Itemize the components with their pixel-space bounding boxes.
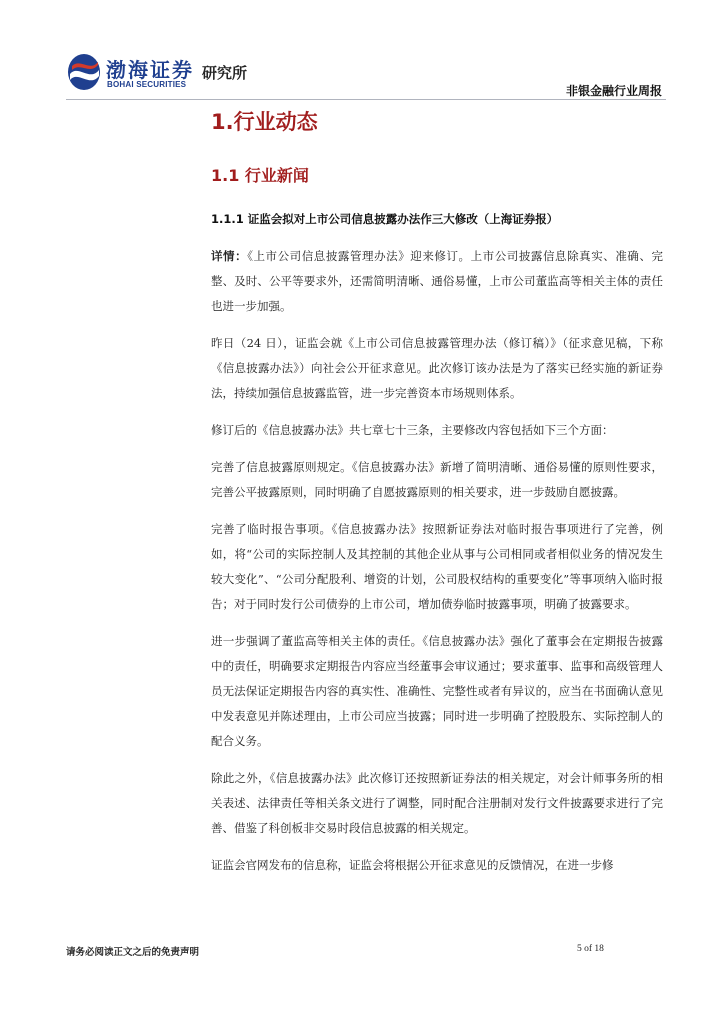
paragraph: 证监会官网发布的信息称，证监会将根据公开征求意见的反馈情况，在进一步修 <box>211 858 614 872</box>
paragraph: 进一步强调了董监高等相关主体的责任。《信息披露办法》强化了董事会在定期报告披露中的责任，明确要求定期报告内容应当经董事会审议通过；要求董事、监事和高级管理人员无法保证定期报告内容的真实性、准确性、完整性或者有异议的，应当在书面确认意见中发表意见并陈述理由，上市公司应当披露；同时进一步明确了控股股东、实际控制人的配合义务。 <box>211 634 663 748</box>
paragraph: 完善了信息披露原则规定。《信息披露办法》新增了简明清晰、通俗易懂的原则性要求，完善公平披露原则，同时明确了自愿披露原则的相关要求，进一步鼓励自愿披露。 <box>211 460 663 499</box>
company-logo <box>66 52 266 96</box>
section-heading-1: 1.行业动态 <box>211 110 318 134</box>
logo-english-name: BOHAI SECURITIES <box>107 80 187 89</box>
report-name: 非银金融行业周报 <box>565 84 662 98</box>
logo-institute-label: 研究所 <box>202 64 248 82</box>
logo-chinese-name: 渤海证券 <box>106 58 194 82</box>
section-heading-1-1: 1.1 行业新闻 <box>211 166 309 185</box>
details-label: 详情： <box>211 249 248 263</box>
section-heading-1-1-1: 1.1.1 证监会拟对上市公司信息披露办法作三大修改（上海证券报） <box>211 212 559 226</box>
bohai-logo-icon <box>66 52 102 92</box>
footer-disclaimer: 请务必阅读正文之后的免责声明 <box>66 947 200 958</box>
paragraph: 完善了临时报告事项。《信息披露办法》按照新证券法对临时报告事项进行了完善，例如，将“公司的实际控制人及其控制的其他企业从事与公司相同或者相似业务的情况发生较大变化”、“公司分配股利、增资的计划，公司股权结构的重要变化”等事项纳入临时报告；对于同时发行公司债券的上市公司，增加债券临时披露事项，明确了披露要求。 <box>211 522 663 611</box>
paragraph: 除此之外，《信息披露办法》此次修订还按照新证券法的相关规定，对会计师事务所的相关表述、法律责任等相关条文进行了调整，同时配合注册制对发行文件披露要求进行了完善、借鉴了科创板非交易时段信息披露的相关规定。 <box>211 771 663 835</box>
paragraph-details <box>211 244 663 319</box>
paragraph: 修订后的《信息披露办法》共七章七十三条，主要修改内容包括如下三个方面： <box>211 423 614 437</box>
details-text: 《上市公司信息披露管理办法》迎来修订。上市公司披露信息除真实、准确、完整、及时、公平等要求外，还需简明清晰、通俗易懂，上市公司董监高等相关主体的责任也进一步加强。 <box>211 249 664 313</box>
header-divider <box>66 99 666 100</box>
paragraph: 昨日（24 日），证监会就《上市公司信息披露管理办法（修订稿）》（征求意见稿，下称《信息披露办法》）向社会公开征求意见。此次修订该办法是为了落实已经实施的新证券法，持续加强信息披露监管，进一步完善资本市场规则体系。 <box>211 336 663 400</box>
page-number: 5 of 18 <box>577 944 604 954</box>
article-body <box>211 244 663 890</box>
